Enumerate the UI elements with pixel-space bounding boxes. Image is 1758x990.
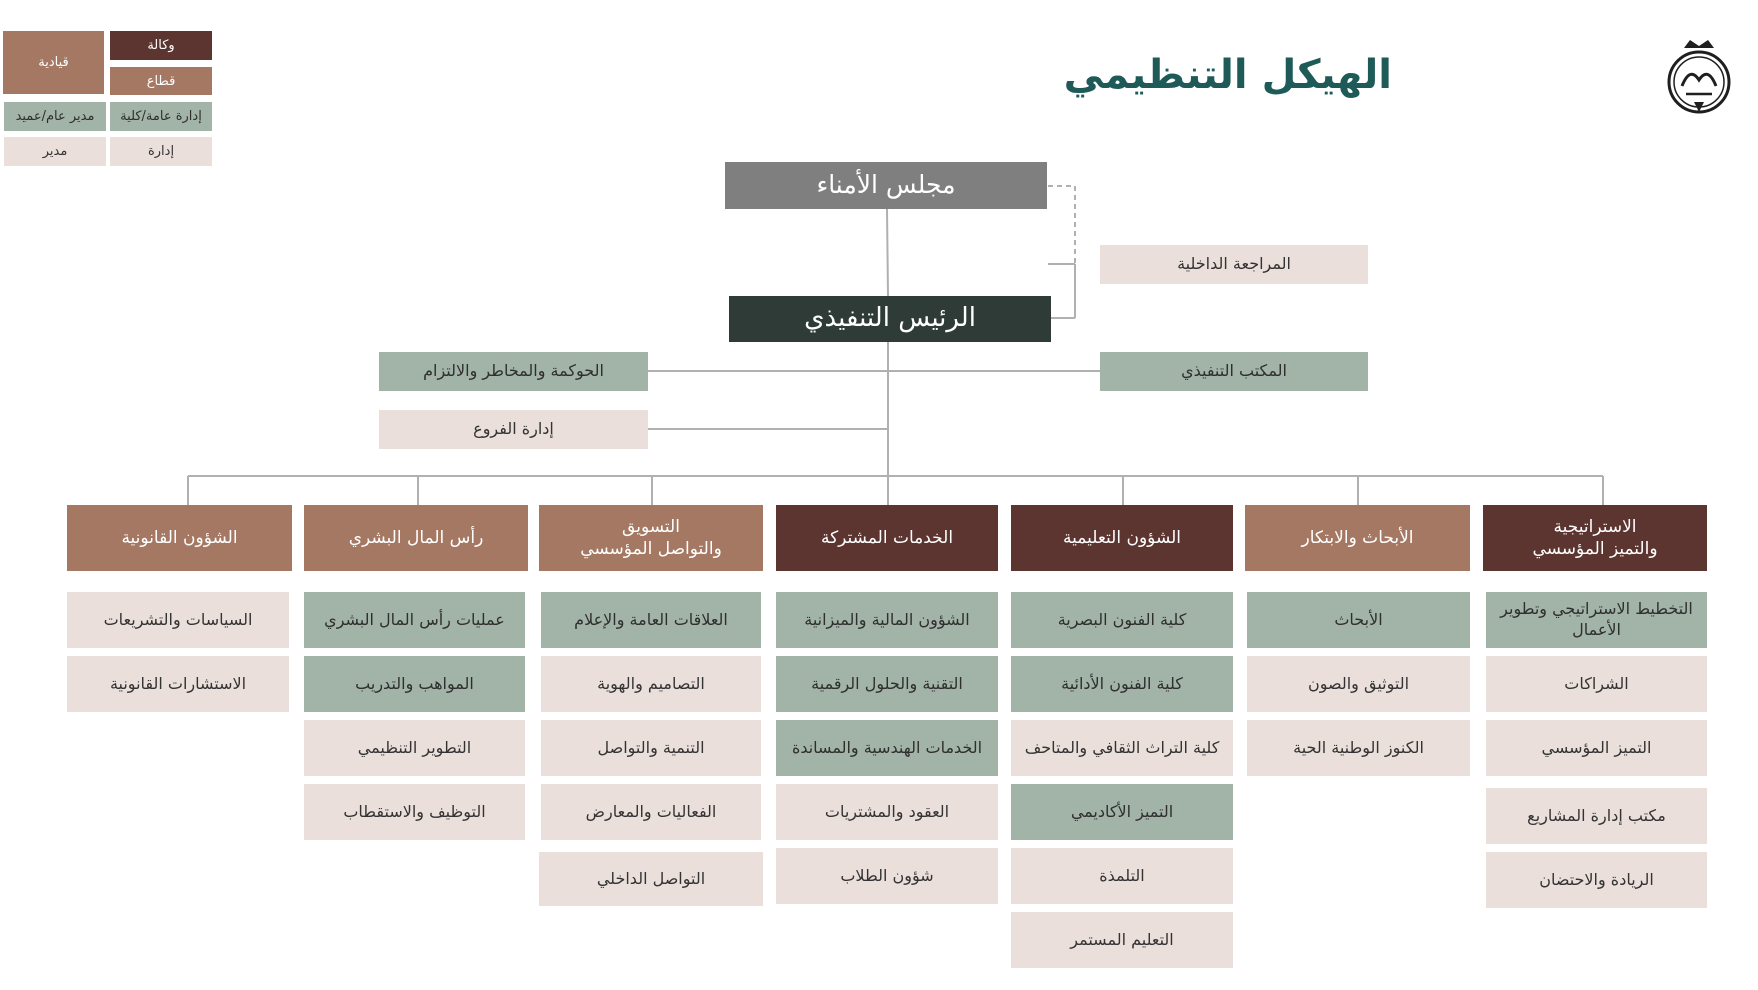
educational-affairs-header: الشؤون التعليمية <box>1011 505 1233 571</box>
academic-excellence: التميز الأكاديمي <box>1011 784 1233 840</box>
recruitment-attraction: التوظيف والاستقطاب <box>304 784 525 840</box>
legend-general-admin: إدارة عامة/كلية <box>110 102 212 131</box>
internal-communication: التواصل الداخلي <box>539 852 763 906</box>
entrepreneurship-incubation: الريادة والاحتضان <box>1486 852 1707 908</box>
public-relations-media: العلاقات العامة والإعلام <box>541 592 761 648</box>
ceo: الرئيس التنفيذي <box>729 296 1051 342</box>
legal-affairs-header: الشؤون القانونية <box>67 505 292 571</box>
human-capital-operations: عمليات رأس المال البشري <box>304 592 525 648</box>
strategic-planning: التخطيط الاستراتيجي وتطوير الأعمال <box>1486 592 1707 648</box>
strategy-excellence-header: الاستراتيجية والتميز المؤسسي <box>1483 505 1707 571</box>
executive-office: المكتب التنفيذي <box>1100 352 1368 391</box>
research-innovation-header: الأبحاث والابتكار <box>1245 505 1470 571</box>
performing-arts-college: كلية الفنون الأدائية <box>1011 656 1233 712</box>
finance-budget: الشؤون المالية والميزانية <box>776 592 998 648</box>
legend-department: إدارة <box>110 137 212 166</box>
student-affairs: شؤون الطلاب <box>776 848 998 904</box>
research: الأبحاث <box>1247 592 1470 648</box>
continuing-education: التعليم المستمر <box>1011 912 1233 968</box>
legal-consultations: الاستشارات القانونية <box>67 656 289 712</box>
documentation-preservation: التوثيق والصون <box>1247 656 1470 712</box>
organizational-development: التطوير التنظيمي <box>304 720 525 776</box>
cultural-heritage-college: كلية التراث الثقافي والمتاحف <box>1011 720 1233 776</box>
partnerships: الشراكات <box>1486 656 1707 712</box>
page-title: الهيكل التنظيمي <box>1063 52 1392 98</box>
talent-training: المواهب والتدريب <box>304 656 525 712</box>
internal-audit: المراجعة الداخلية <box>1100 245 1368 284</box>
engineering-support-services: الخدمات الهندسية والمساندة <box>776 720 998 776</box>
project-management-office: مكتب إدارة المشاريع <box>1486 788 1707 844</box>
events-exhibitions: الفعاليات والمعارض <box>541 784 761 840</box>
designs-identity: التصاميم والهوية <box>541 656 761 712</box>
legend-agency: وكالة <box>110 31 212 60</box>
apprenticeship: التلمذة <box>1011 848 1233 904</box>
contracts-procurement: العقود والمشتريات <box>776 784 998 840</box>
development-communication: التنمية والتواصل <box>541 720 761 776</box>
shared-services-header: الخدمات المشتركة <box>776 505 998 571</box>
legend-leadership: قيادية <box>3 31 104 94</box>
marketing-communication-header: التسويق والتواصل المؤسسي <box>539 505 763 571</box>
human-capital-header: رأس المال البشري <box>304 505 528 571</box>
legend-sector: قطاع <box>110 67 212 95</box>
technology-digital-solutions: التقنية والحلول الرقمية <box>776 656 998 712</box>
legend-manager: مدير <box>4 137 106 166</box>
saudi-emblem-logo <box>1664 36 1734 120</box>
living-national-treasures: الكنوز الوطنية الحية <box>1247 720 1470 776</box>
board-of-trustees: مجلس الأمناء <box>725 162 1047 209</box>
governance-risk-compliance: الحوكمة والمخاطر والالتزام <box>379 352 648 391</box>
legend-general-director: مدير عام/عميد <box>4 102 106 131</box>
visual-arts-college: كلية الفنون البصرية <box>1011 592 1233 648</box>
policies-legislation: السياسات والتشريعات <box>67 592 289 648</box>
branches-administration: إدارة الفروع <box>379 410 648 449</box>
institutional-excellence: التميز المؤسسي <box>1486 720 1707 776</box>
